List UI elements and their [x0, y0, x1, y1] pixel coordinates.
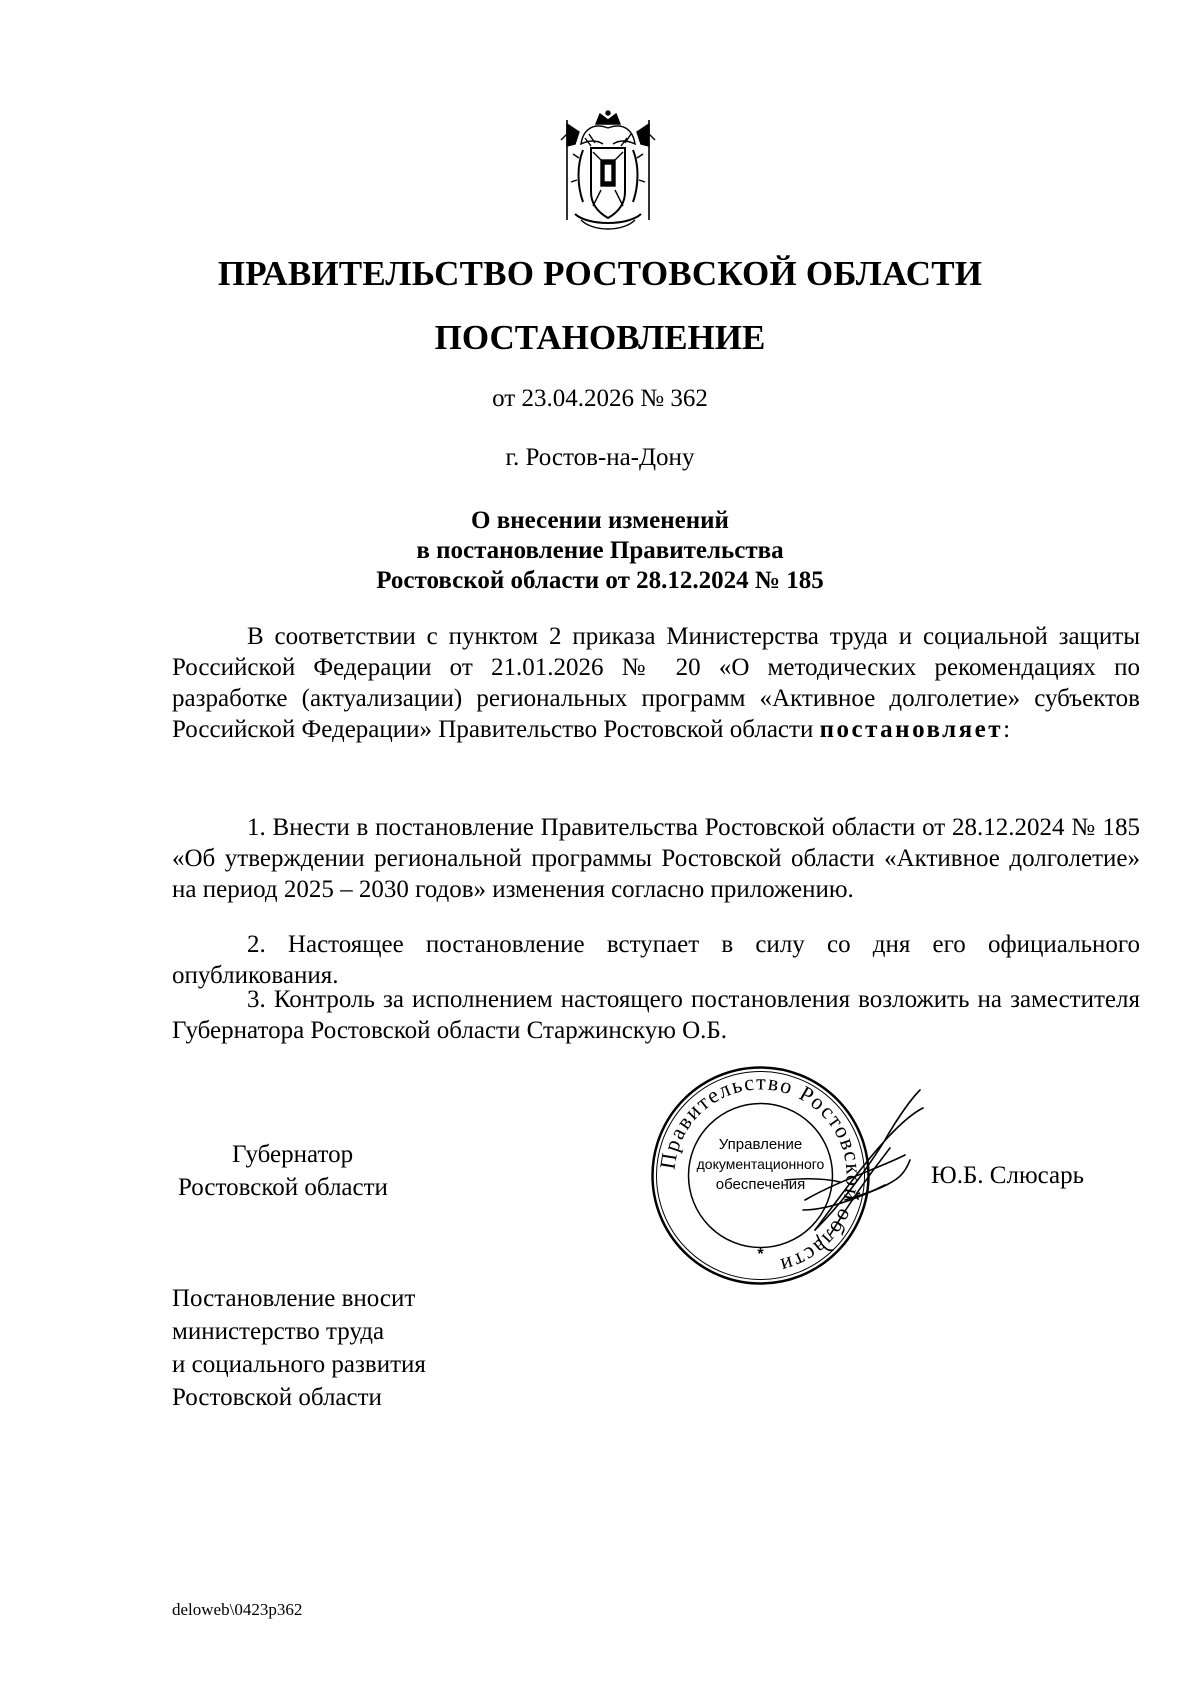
- heading-line: в постановление Правительства: [416, 537, 784, 564]
- seal-star: *: [757, 1246, 764, 1263]
- resolution-item-3: 3. Контроль за исполнением настоящего постановления возложить на заместителя Губернатора Ростовской области Старжинскую О.Б.: [172, 986, 1140, 1044]
- signatory-title-line: Губернатор: [232, 1141, 354, 1168]
- introduced-by-block: [172, 1282, 426, 1414]
- intro-emphasis: постановляет: [819, 716, 1004, 743]
- introduced-by-line: Ростовской области: [172, 1384, 382, 1411]
- heading-line: Ростовской области от 28.12.2024 № 185: [376, 567, 824, 594]
- document-footer-id: deloweb\0423p362: [172, 1600, 303, 1619]
- introduced-by-line: Постановление вносит: [172, 1285, 416, 1312]
- seal-inner-line: Управление: [718, 1136, 803, 1153]
- intro-end: :: [1003, 716, 1011, 743]
- signatory-title-line: Ростовской области: [178, 1174, 388, 1201]
- intro-paragraph: [172, 621, 1140, 745]
- government-title: ПРАВИТЕЛЬСТВО РОСТОВСКОЙ ОБЛАСТИ: [217, 254, 983, 293]
- coat-of-arms-icon: [553, 110, 663, 235]
- intro-text: В соответствии с пунктом 2 приказа Министерства труда и социальной защиты Российской Федерации от 21.01.2026 № 20 «О методических рекомендациях по разработке (актуализации) региональных программ «Активное долголетие» субъектов Российской Федерации» Правительство Ростовской области: [172, 623, 1140, 743]
- resolution-item-1: 1. Внести в постановление Правительства Ростовской области от 28.12.2024 № 185 «Об утверждении региональной программы Ростовской области «Активное долголетие» на период 2025 – 2030 годов» изменения согласно приложению.: [172, 814, 1140, 903]
- signatory-name: Ю.Б. Слюсарь: [931, 1162, 1085, 1189]
- introduced-by-line: министерство труда: [172, 1318, 385, 1345]
- document-type: ПОСТАНОВЛЕНИЕ: [434, 318, 766, 357]
- seal-inner-line: обеспечения: [715, 1176, 806, 1193]
- document-date-number: от 23.04.2026 № 362: [492, 385, 708, 412]
- signatory-title: [178, 1138, 478, 1204]
- heading-line: О внесении изменений: [471, 507, 729, 534]
- seal-inner-line: документационного: [696, 1156, 825, 1172]
- document-city: г. Ростов-на-Дону: [505, 444, 695, 471]
- resolution-item-2: 2. Настоящее постановление вступает в силу со дня его официального опубликования.: [172, 931, 1140, 989]
- document-heading: [0, 506, 1200, 596]
- seal-outer-text: Правительство Ростовской области: [654, 1069, 867, 1280]
- introduced-by-line: и социального развития: [172, 1351, 426, 1378]
